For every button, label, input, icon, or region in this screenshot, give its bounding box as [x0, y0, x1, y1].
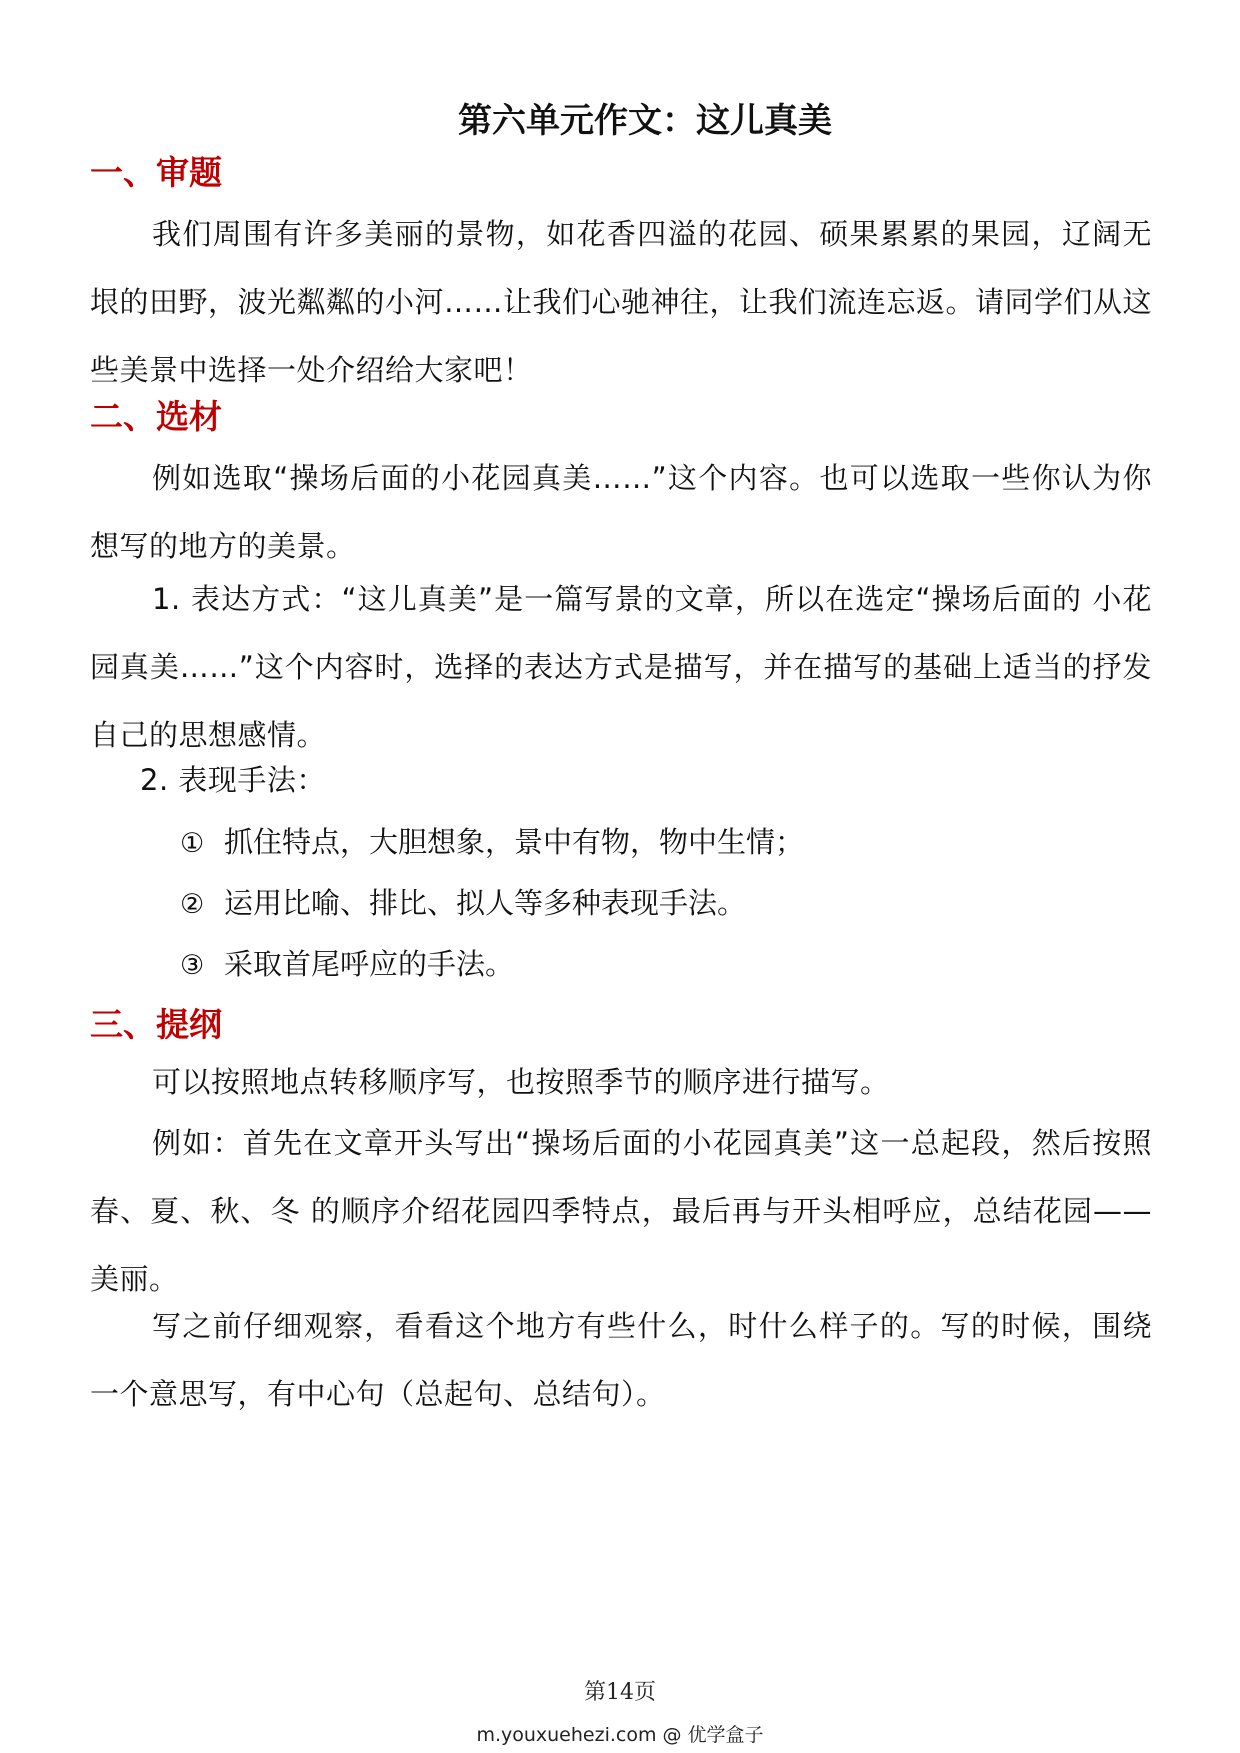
paragraph-review: 我们周围有许多美丽的景物，如花香四溢的花园、硕果累累的果园，辽阔无垠的田野，波光粼粼的小河……让我们心驰神往，让我们流连忘返。请同学们从这些美景中选择一处介绍给大家吧！: [90, 217, 1153, 387]
paragraph-outline-tips: 写之前仔细观察，看看这个地方有些什么，时什么样子的。写的时候，围绕一个意思写，有中心句（总起句、总结句）。: [90, 1309, 1152, 1411]
list-marker: ②: [180, 889, 205, 920]
section-heading-review: 一、审题: [90, 153, 222, 192]
page-title: 第六单元作文：这儿真美: [458, 101, 832, 141]
list-item: [180, 939, 514, 991]
page-number: 第14页: [584, 1680, 656, 1705]
paragraph-expression: 1. 表达方式：“这儿真美”是一篇写景的文章，所以在选定“操场后面的 小花园真美……”这个内容时，选择的表达方式是描写，并在描写的基础上适当的抒发自己的思想感情。: [90, 582, 1152, 752]
section-heading-outline: 三、提纲: [90, 1005, 222, 1044]
section-heading-material: 二、选材: [90, 397, 222, 436]
list-marker: ①: [180, 828, 205, 859]
paragraph-outline-order: 可以按照地点转移顺序写，也按照季节的顺序进行描写。: [152, 1065, 890, 1099]
list-item-text: 运用比喻、排比、拟人等多种表现手法。: [224, 886, 747, 920]
list-marker: ③: [180, 950, 205, 981]
paragraph-outline-example: 例如：首先在文章开头写出“操场后面的小花园真美”这一总起段，然后按照春、夏、秋、冬 的顺序介绍花园四季特点，最后再与开头相呼应，总结花园——美丽。: [90, 1126, 1152, 1296]
paragraph-technique-label: 2. 表现手法：: [140, 763, 326, 797]
site-watermark: m.youxuehezi.com @ 优学盒子: [476, 1724, 764, 1746]
list-item: [180, 878, 746, 930]
list-item: [180, 817, 804, 869]
list-item-text: 抓住特点，大胆想象，景中有物，物中生情；: [224, 825, 805, 859]
paragraph-material: 例如选取“操场后面的小花园真美……”这个内容。也可以选取一些你认为你想写的地方的美景。: [90, 461, 1152, 563]
list-item-text: 采取首尾呼应的手法。: [224, 947, 515, 981]
